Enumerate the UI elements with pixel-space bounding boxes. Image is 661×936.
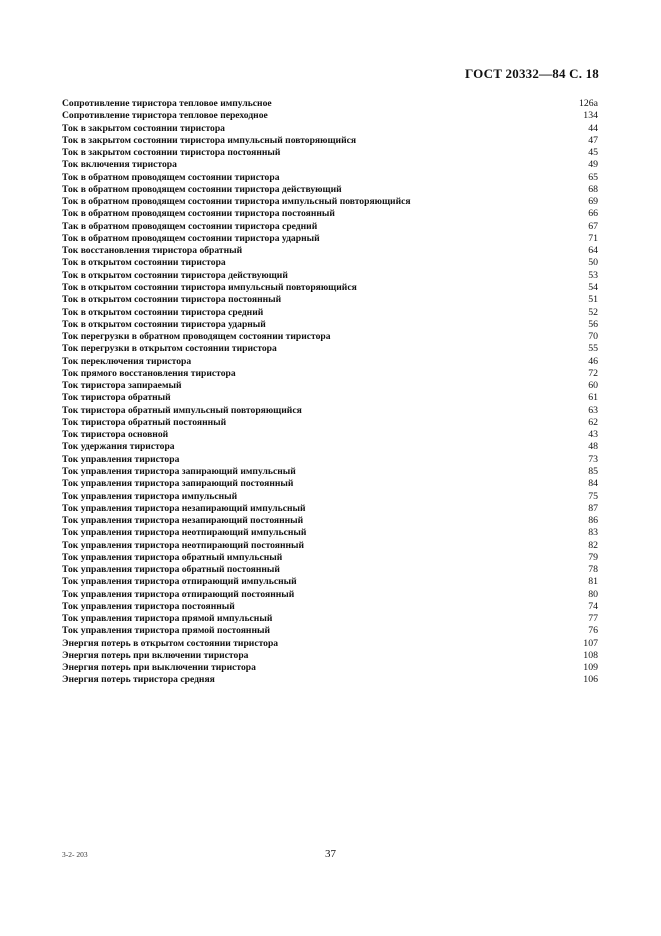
- index-entry: [62, 270, 598, 282]
- index-entry-term: Энергия потерь при выключении тиристора: [62, 662, 256, 674]
- index-entry-term: Ток в открытом состоянии тиристора: [62, 257, 226, 269]
- index-entry-page: 84: [588, 478, 598, 490]
- index-entry-page: 108: [583, 649, 598, 661]
- index-entry-term: Ток удержания тиристора: [62, 441, 175, 453]
- index-entry-page: 80: [588, 588, 598, 600]
- index-list: [62, 98, 598, 687]
- index-entry-term: Ток управления тиристора отпирающий постоянный: [62, 588, 295, 600]
- page-number: 37: [325, 848, 336, 860]
- index-entry-term: Ток в закрытом состоянии тиристора импульсный повторяющийся: [62, 134, 357, 146]
- index-entry-term: Ток управления тиристора обратный постоянный: [62, 564, 280, 576]
- index-entry: [62, 613, 598, 625]
- index-entry-page: 107: [583, 637, 598, 649]
- index-entry: [62, 515, 598, 527]
- index-entry-term: Так в обратном проводящем состоянии тиристора средний: [62, 220, 318, 232]
- index-entry-page: 53: [588, 269, 598, 281]
- index-entry: [62, 147, 598, 159]
- index-entry-term: Ток тиристора обратный постоянный: [62, 416, 227, 428]
- index-entry-term: Ток управления тиристора: [62, 453, 180, 465]
- index-entry-page: 109: [583, 662, 598, 674]
- index-entry-page: 44: [588, 122, 598, 134]
- index-entry-page: 56: [588, 318, 598, 330]
- index-entry: [62, 417, 598, 429]
- index-entry: [62, 552, 598, 564]
- index-entry-page: 77: [588, 613, 598, 625]
- index-entry-page: 81: [588, 576, 598, 588]
- index-entry-term: Ток управления тиристора постоянный: [62, 600, 235, 612]
- index-entry: [62, 123, 598, 135]
- index-entry-term: Ток в обратном проводящем состоянии тиристора: [62, 171, 280, 183]
- index-entry: [62, 527, 598, 539]
- index-entry: [62, 674, 598, 686]
- index-entry-page: 63: [588, 404, 598, 416]
- index-entry-term: Ток управления тиристора отпирающий импульсный: [62, 576, 297, 588]
- index-entry-term: Ток управления тиристора импульсный: [62, 490, 238, 502]
- index-entry-term: Ток в обратном проводящем состоянии тиристора ударный: [62, 232, 320, 244]
- index-entry-page: 62: [588, 416, 598, 428]
- index-entry: [62, 196, 598, 208]
- index-entry-page: 126а: [578, 98, 598, 109]
- index-entry-page: 74: [588, 600, 598, 612]
- index-entry-term: Сопротивление тиристора тепловое переходное: [62, 110, 268, 122]
- index-entry-term: Энергия потерь тиристора средняя: [62, 674, 215, 686]
- index-entry-term: Ток управления тиристора запирающий постоянный: [62, 478, 294, 490]
- index-entry: [62, 564, 598, 576]
- index-entry: [62, 638, 598, 650]
- index-entry: [62, 282, 598, 294]
- index-entry: [62, 650, 598, 662]
- index-entry-page: 73: [588, 453, 598, 465]
- index-entry-term: Ток включения тиристора: [62, 159, 177, 171]
- index-entry: [62, 159, 598, 171]
- index-entry-term: Энергия потерь при включении тиристора: [62, 649, 249, 661]
- index-entry: [62, 503, 598, 515]
- index-entry-page: 52: [588, 306, 598, 318]
- index-entry: [62, 245, 598, 257]
- index-entry: [62, 589, 598, 601]
- index-entry-page: 64: [588, 245, 598, 257]
- index-entry-page: 50: [588, 257, 598, 269]
- index-entry-page: 54: [588, 281, 598, 293]
- index-entry: [62, 110, 598, 122]
- index-entry: [62, 319, 598, 331]
- index-entry-page: 78: [588, 564, 598, 576]
- index-entry-term: Ток в открытом состоянии тиристора средний: [62, 306, 264, 318]
- index-entry-term: Ток в обратном проводящем состоянии тиристора действующий: [62, 183, 342, 195]
- index-entry-term: Ток управления тиристора незапирающий постоянный: [62, 515, 304, 527]
- index-entry-page: 67: [588, 220, 598, 232]
- index-entry-page: 46: [588, 355, 598, 367]
- index-entry-term: Ток в открытом состоянии тиристора ударный: [62, 318, 266, 330]
- index-entry-page: 48: [588, 441, 598, 453]
- index-entry-term: Ток переключения тиристора: [62, 355, 192, 367]
- index-entry-term: Ток управления тиристора прямой импульсный: [62, 613, 273, 625]
- index-entry-term: Ток управления тиристора незапирающий импульсный: [62, 502, 306, 514]
- index-entry-page: 61: [588, 392, 598, 404]
- footer-code: 3-2- 203: [62, 850, 88, 859]
- index-entry-term: Ток управления тиристора прямой постоянный: [62, 625, 270, 637]
- index-entry: [62, 454, 598, 466]
- index-entry-page: 71: [588, 232, 598, 244]
- index-entry-page: 83: [588, 527, 598, 539]
- index-entry-term: Ток прямого восстановления тиристора: [62, 367, 236, 379]
- index-entry: [62, 441, 598, 453]
- index-entry: [62, 380, 598, 392]
- index-entry: [62, 294, 598, 306]
- index-entry-term: Ток в открытом состоянии тиристора импульсный повторяющийся: [62, 281, 357, 293]
- index-entry-term: Ток тиристора запираемый: [62, 380, 182, 392]
- index-entry-page: 85: [588, 465, 598, 477]
- index-entry-term: Ток в открытом состоянии тиристора действующий: [62, 269, 288, 281]
- index-entry-page: 86: [588, 515, 598, 527]
- index-entry: [62, 307, 598, 319]
- index-entry-page: 47: [588, 134, 598, 146]
- index-entry: [62, 662, 598, 674]
- index-entry: [62, 576, 598, 588]
- index-entry-term: Ток тиристора основной: [62, 429, 169, 441]
- index-entry-term: Ток восстановления тиристора обратный: [62, 245, 243, 257]
- index-entry-page: 70: [588, 331, 598, 343]
- index-entry-term: Ток управления тиристора запирающий импульсный: [62, 465, 296, 477]
- index-entry-page: 49: [588, 159, 598, 171]
- index-entry: [62, 625, 598, 637]
- index-entry: [62, 257, 598, 269]
- index-entry-page: 87: [588, 502, 598, 514]
- index-entry-page: 75: [588, 490, 598, 502]
- index-entry: [62, 478, 598, 490]
- index-entry-page: 45: [588, 147, 598, 159]
- index-entry: [62, 405, 598, 417]
- index-entry: [62, 429, 598, 441]
- index-entry: [62, 221, 598, 233]
- index-entry-term: Ток перегрузки в открытом состоянии тиристора: [62, 343, 277, 355]
- index-entry-page: 76: [588, 625, 598, 637]
- index-entry-term: Ток в открытом состоянии тиристора постоянный: [62, 294, 282, 306]
- index-entry: [62, 343, 598, 355]
- index-entry: [62, 392, 598, 404]
- index-entry: [62, 331, 598, 343]
- index-entry-page: 65: [588, 171, 598, 183]
- index-entry-term: Ток управления тиристора обратный импульсный: [62, 551, 283, 563]
- index-entry-term: Энергия потерь в открытом состоянии тиристора: [62, 637, 279, 649]
- index-entry: [62, 491, 598, 503]
- index-entry-term: Ток тиристора обратный: [62, 392, 171, 404]
- index-entry: [62, 356, 598, 368]
- index-entry-term: Ток в закрытом состоянии тиристора: [62, 122, 225, 134]
- index-entry-page: 82: [588, 539, 598, 551]
- index-entry-page: 66: [588, 208, 598, 220]
- index-entry: [62, 540, 598, 552]
- index-entry-term: Ток перегрузки в обратном проводящем состоянии тиристора: [62, 331, 331, 343]
- index-entry-term: Ток в обратном проводящем состоянии тиристора постоянный: [62, 208, 335, 220]
- index-entry-page: 134: [583, 110, 598, 122]
- index-entry-term: Ток управления тиристора неотпирающий импульсный: [62, 527, 307, 539]
- index-entry-page: 51: [588, 294, 598, 306]
- index-entry-term: Сопротивление тиристора тепловое импульсное: [62, 98, 272, 109]
- index-entry-page: 79: [588, 551, 598, 563]
- index-entry: [62, 466, 598, 478]
- index-entry: [62, 601, 598, 613]
- index-entry: [62, 208, 598, 220]
- index-entry-term: Ток в обратном проводящем состоянии тиристора импульсный повторяющийся: [62, 196, 411, 208]
- index-entry-term: Ток тиристора обратный импульсный повторяющийся: [62, 404, 302, 416]
- index-entry: [62, 368, 598, 380]
- index-entry: [62, 233, 598, 245]
- index-entry-page: 43: [588, 429, 598, 441]
- index-entry-term: Ток управления тиристора неотпирающий постоянный: [62, 539, 305, 551]
- index-entry-page: 69: [588, 196, 598, 208]
- index-entry: [62, 135, 598, 147]
- index-entry-term: Ток в закрытом состоянии тиристора постоянный: [62, 147, 281, 159]
- index-entry: [62, 172, 598, 184]
- index-entry: [62, 184, 598, 196]
- index-entry-page: 68: [588, 183, 598, 195]
- page-header: ГОСТ 20332—84 С. 18: [465, 66, 599, 81]
- index-entry-page: 55: [588, 343, 598, 355]
- index-entry-page: 72: [588, 367, 598, 379]
- index-entry-page: 60: [588, 380, 598, 392]
- index-entry: [62, 98, 598, 110]
- index-entry-page: 106: [583, 674, 598, 686]
